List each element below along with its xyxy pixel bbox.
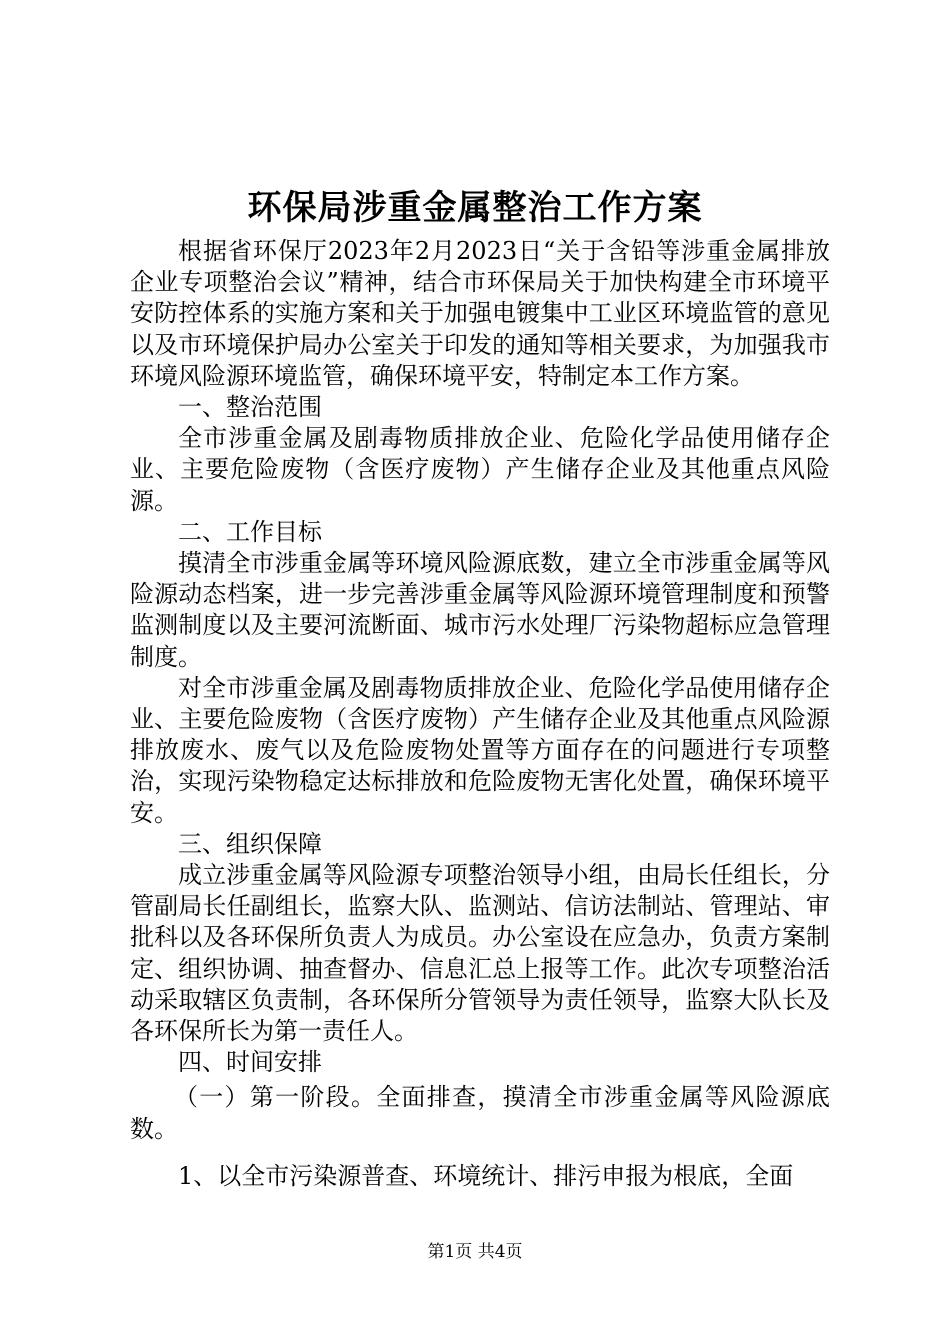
section-heading-goals: 二、工作目标: [178, 517, 322, 546]
schedule-phase-one: （一）第一阶段。全面排查，摸清全市涉重金属等风险源底数。: [130, 1083, 830, 1143]
document-body: [130, 236, 830, 1192]
schedule-item-1: 1、以全市污染源普查、环境统计、排污申报为根底，全面: [178, 1161, 794, 1190]
goals-paragraph-2: 对全市涉重金属及剧毒物质排放企业、危险化学品使用储存企业、主要危险废物（含医疗废物）产生储存企业及其他重点风险源排放废水、废气以及危险废物处置等方面存在的问题进行专项整治，实现污染物稳定达标排放和危险废物无害化处置，确保环境平安。: [130, 673, 830, 827]
section-heading-scope: 一、整治范围: [178, 393, 322, 422]
scope-paragraph: 全市涉重金属及剧毒物质排放企业、危险化学品使用储存企业、主要危险废物（含医疗废物）产生储存企业及其他重点风险源。: [130, 424, 830, 515]
goals-paragraph-1: 摸清全市涉重金属等环境风险源底数，建立全市涉重金属等风险源动态档案，进一步完善涉重金属等风险源环境管理制度和预警监测制度以及主要河流断面、城市污水处理厂污染物超标应急管理制度。: [130, 549, 830, 671]
section-heading-organization: 三、组织保障: [178, 829, 322, 858]
section-heading-schedule: 四、时间安排: [178, 1048, 322, 1077]
document-title: 环保局涉重金属整治工作方案: [247, 188, 703, 228]
page-footer: 第1页 共4页: [427, 1242, 523, 1262]
intro-paragraph: 根据省环保厅2023年2月2023日“关于含铅等涉重金属排放企业专项整治会议”精神，结合市环保局关于加快构建全市环境平安防控体系的实施方案和关于加强电镀集中工业区环境监管的意见以及市环境保护局办公室关于印发的通知等相关要求，为加强我市环境风险源环境监管，确保环境平安，特制定本工作方案。: [130, 237, 830, 390]
organization-paragraph: 成立涉重金属等风险源专项整治领导小组，由局长任组长，分管副局长任副组长，监察大队、监测站、信访法制站、管理站、审批科以及各环保所负责人为成员。办公室设在应急办，负责方案制定、组织协调、抽查督办、信息汇总上报等工作。此次专项整治活动采取辖区负责制，各环保所分管领导为责任领导，监察大队长及各环保所长为第一责任人。: [130, 861, 830, 1046]
